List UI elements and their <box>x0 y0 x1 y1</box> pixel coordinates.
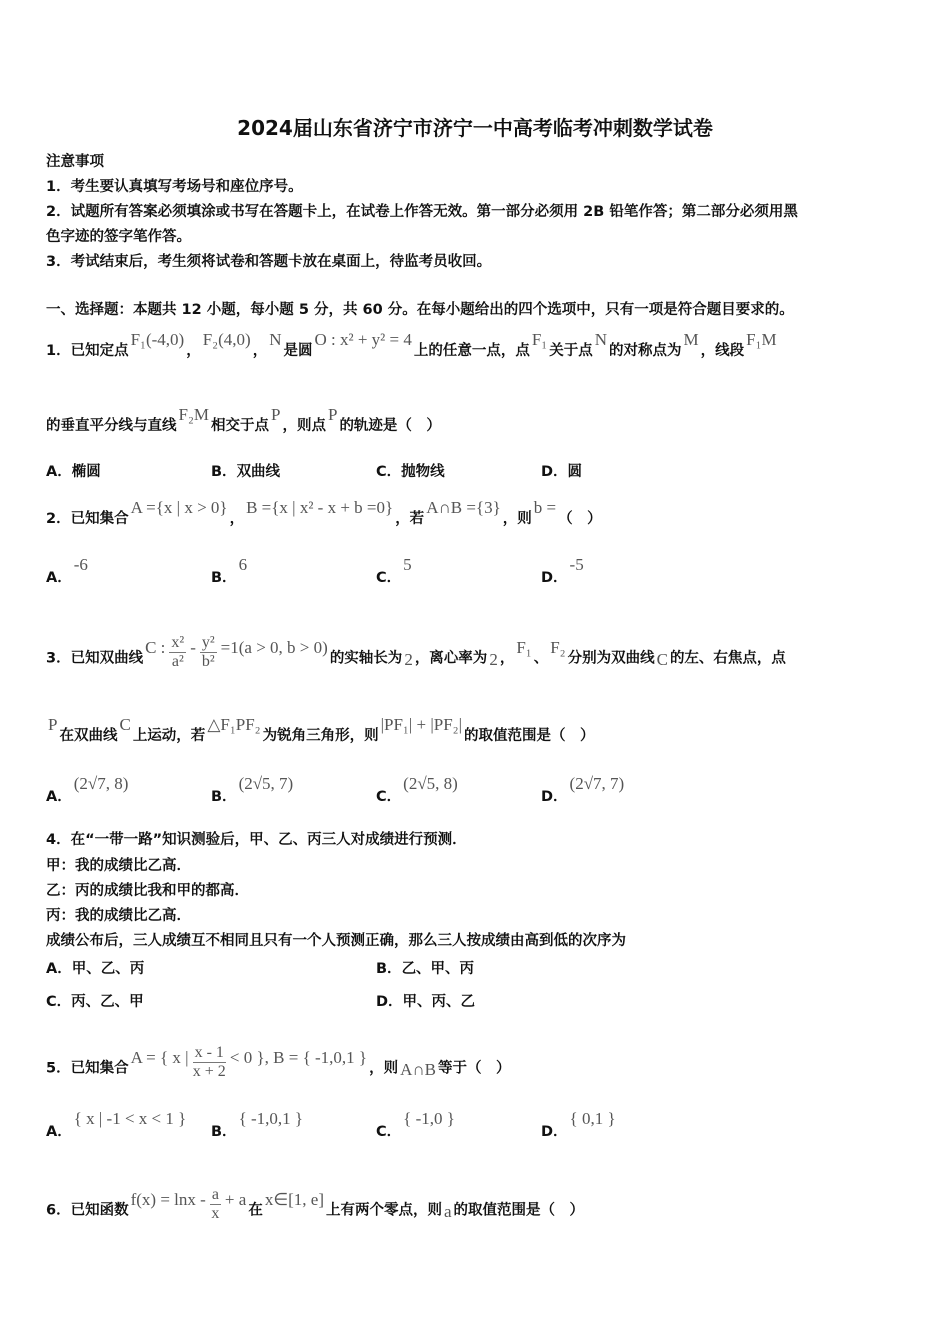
text-line <box>46 1186 585 1229</box>
text-segment: ，则 <box>369 1060 399 1077</box>
text-segment: 的垂直平分线与直线 <box>46 418 177 434</box>
text-segment: 的实轴长为 <box>329 650 403 667</box>
math-expression: A ={x | x > 0} <box>130 498 228 517</box>
math-expression: < 0 }, B = { -1,0,1 } <box>229 1047 368 1067</box>
option-label: D． <box>376 994 403 1010</box>
text-line <box>46 177 303 197</box>
text-segment: 成绩公布后，三人成绩互不相同且只有一个人预测正确，那么三人按成绩由高到低的次序为 <box>46 933 626 949</box>
text-segment: 5．已知集合 <box>46 1060 129 1077</box>
math-expression: F₂M <box>178 405 209 424</box>
text-segment: 相交于点 <box>211 418 269 434</box>
option-label: A． <box>46 789 72 805</box>
text-segment: 分别为双曲线 <box>567 650 655 667</box>
answer-option <box>376 460 445 481</box>
math-expression: |PF₁| + |PF₂| <box>380 715 462 734</box>
denominator: x <box>211 1205 220 1222</box>
option-math: { 0,1 } <box>569 1109 616 1128</box>
option-label: C． <box>376 789 402 805</box>
math-expression: F₂ <box>550 637 566 657</box>
page-title: 2024届山东省济宁市济宁一中高考临考冲刺数学试卷 <box>237 116 713 140</box>
text-line <box>46 252 491 272</box>
option-label: C． <box>376 1124 402 1140</box>
math-expression: F₁ <box>516 637 532 657</box>
math-expression: C : <box>145 637 166 657</box>
option-label: C． <box>376 464 402 480</box>
option-value: 甲、乙、丙 <box>71 961 145 977</box>
math-expression: M <box>683 330 699 349</box>
text-segment: 乙：丙的成绩比我和甲的都高． <box>46 883 249 899</box>
option-label: D． <box>541 570 568 586</box>
answer-option <box>46 957 144 978</box>
fraction <box>210 1186 221 1223</box>
text-line <box>46 300 794 320</box>
option-math: 6 <box>238 555 248 574</box>
math-expression: a <box>444 1201 452 1221</box>
option-math: { -1,0,1 } <box>238 1109 304 1128</box>
answer-option <box>46 990 144 1011</box>
text-segment: 为锐角三角形，则 <box>262 728 379 744</box>
numerator: y² <box>201 634 215 651</box>
option-value: 甲、丙、乙 <box>402 994 476 1010</box>
text-line <box>46 881 249 901</box>
text-segment: 在 <box>248 1202 263 1219</box>
text-segment: 是圆 <box>283 343 313 359</box>
text-segment: 的对称点为 <box>609 343 682 359</box>
denominator: a² <box>171 653 184 670</box>
math-expression: F₁ <box>531 330 548 349</box>
option-label: B． <box>376 961 402 977</box>
text-line <box>46 715 595 746</box>
text-segment: ，若 <box>395 511 425 527</box>
option-label: B． <box>211 789 237 805</box>
option-value: 抛物线 <box>401 464 445 480</box>
text-segment: 的轨迹是（ ） <box>339 418 441 434</box>
text-segment: 甲：我的成绩比乙高． <box>46 858 191 874</box>
answer-option <box>541 460 582 481</box>
option-math: -5 <box>569 555 584 574</box>
answer-option <box>376 774 460 806</box>
text-segment: 的取值范围是（ ） <box>463 728 595 744</box>
text-segment: 3．已知双曲线 <box>46 650 144 667</box>
option-math: (2√5, 8) <box>403 774 458 793</box>
text-segment: ， <box>186 343 201 359</box>
math-expression: f(x) = lnx - <box>130 1189 206 1209</box>
math-expression: A∩B <box>400 1059 436 1079</box>
text-line <box>46 634 786 677</box>
option-label: C． <box>46 994 72 1010</box>
option-value: 圆 <box>567 464 583 480</box>
text-segment: 上有两个零点，则 <box>326 1202 442 1219</box>
answer-option <box>376 1109 457 1141</box>
text-segment: 上的任意一点，点 <box>413 343 530 359</box>
option-label: D． <box>541 464 568 480</box>
text-segment: ， <box>229 511 245 527</box>
answer-option <box>211 555 249 587</box>
option-label: A． <box>46 1124 72 1140</box>
option-math: (2√5, 7) <box>238 774 294 793</box>
option-label: D． <box>541 1124 568 1140</box>
option-math: { x | -1 < x < 1 } <box>73 1109 187 1128</box>
answer-option <box>46 555 90 587</box>
numerator: a <box>211 1186 219 1203</box>
option-label: C． <box>376 570 402 586</box>
math-expression: F₁(-4,0) <box>130 330 185 349</box>
math-expression: =1(a > 0, b > 0) <box>220 637 328 657</box>
answer-option <box>376 555 414 587</box>
option-label: D． <box>541 789 568 805</box>
math-expression: B ={x | x² - x + b =0} <box>246 498 394 517</box>
math-expression: F₂(4,0) <box>202 330 251 349</box>
answer-option <box>211 460 280 481</box>
option-label: A． <box>46 570 72 586</box>
text-segment: 注意事项 <box>46 154 104 170</box>
option-value: 乙、甲、丙 <box>401 961 475 977</box>
denominator: x + 2 <box>192 1063 226 1080</box>
math-expression: b = <box>533 498 557 517</box>
text-line <box>46 906 191 926</box>
text-segment: 6．已知函数 <box>46 1202 129 1219</box>
denominator: b² <box>201 653 215 670</box>
text-segment: 一、选择题：本题共 12 小题，每小题 5 分，共 60 分。在每小题给出的四个选项中，只有一项是符合题目要求的。 <box>46 302 794 318</box>
text-segment: 4．在“一带一路”知识测验后，甲、乙、丙三人对成绩进行预测． <box>46 832 467 848</box>
text-line <box>46 405 441 436</box>
option-label: A． <box>46 464 72 480</box>
math-expression: 2 <box>404 649 413 669</box>
answer-option <box>46 774 130 806</box>
math-expression: - <box>190 637 196 657</box>
option-value: 椭圆 <box>71 464 101 480</box>
answer-option <box>541 555 586 587</box>
option-math: (2√7, 7) <box>569 774 625 793</box>
numerator: x² <box>171 634 185 651</box>
answer-option <box>376 990 475 1011</box>
math-expression: 2 <box>489 649 498 669</box>
answer-option <box>46 1109 188 1141</box>
text-segment: ， <box>252 343 268 359</box>
math-expression: O : x² + y² = 4 <box>314 330 412 349</box>
text-segment: ，则点 <box>282 418 326 434</box>
option-label: B． <box>211 464 237 480</box>
answer-option <box>46 460 101 481</box>
text-line <box>46 330 779 361</box>
text-segment: ， <box>499 650 515 667</box>
text-segment: 1．考生要认真填写考场号和座位序号。 <box>46 179 303 195</box>
answer-option <box>541 1109 618 1141</box>
answer-option <box>541 774 626 806</box>
math-expression: + a <box>224 1189 247 1209</box>
fraction <box>169 634 186 671</box>
text-line <box>46 152 104 172</box>
text-segment: ，离心率为 <box>414 650 488 667</box>
option-value: 双曲线 <box>236 464 281 480</box>
math-expression: △F₁PF₂ <box>207 715 261 734</box>
text-line <box>46 856 191 876</box>
math-expression: C <box>656 649 668 669</box>
text-segment: 丙：我的成绩比乙高． <box>46 908 191 924</box>
text-segment: 等于（ ） <box>437 1060 511 1077</box>
text-segment: ，则 <box>502 511 532 527</box>
answer-option <box>211 774 295 806</box>
text-segment: 、 <box>533 650 549 667</box>
math-expression: A = { x | <box>130 1047 189 1067</box>
text-segment: ，线段 <box>700 343 745 359</box>
math-expression: x∈[1, e] <box>264 1189 324 1209</box>
option-label: A． <box>46 961 72 977</box>
math-expression: P <box>48 715 58 734</box>
option-math: 5 <box>403 555 412 574</box>
option-value: 丙、乙、甲 <box>71 994 144 1010</box>
option-math: { -1,0 } <box>403 1109 455 1128</box>
numerator: x - 1 <box>194 1044 224 1061</box>
text-segment: 上运动，若 <box>132 728 206 744</box>
text-line <box>46 202 798 222</box>
text-line <box>46 498 602 529</box>
text-segment: 的取值范围是（ ） <box>453 1202 585 1219</box>
text-segment: （ ） <box>558 511 602 527</box>
math-expression: C <box>119 715 131 734</box>
fraction <box>200 634 217 671</box>
fraction <box>193 1044 226 1081</box>
option-label: B． <box>211 1124 237 1140</box>
text-segment: 色字迹的签字笔作答。 <box>46 229 191 245</box>
math-expression: P <box>327 405 338 424</box>
answer-option <box>376 957 474 978</box>
option-math: (2√7, 8) <box>73 774 129 793</box>
text-line <box>46 1044 511 1087</box>
text-segment: 1．已知定点 <box>46 343 129 359</box>
text-segment: 在双曲线 <box>59 728 118 744</box>
math-expression: F₁M <box>746 330 777 349</box>
math-expression: P <box>271 405 281 424</box>
text-segment: 2．已知集合 <box>46 511 129 527</box>
text-segment: 关于点 <box>549 343 593 359</box>
option-math: -6 <box>73 555 88 574</box>
text-segment: 3．考试结束后，考生须将试卷和答题卡放在桌面上，待监考员收回。 <box>46 254 492 270</box>
text-segment: 的左、右焦点，点 <box>669 650 786 667</box>
text-line <box>46 830 467 850</box>
text-line <box>46 227 191 247</box>
math-expression: N <box>594 330 608 349</box>
math-expression: N <box>269 330 282 349</box>
option-label: B． <box>211 570 237 586</box>
text-line <box>46 931 626 951</box>
math-expression: A∩B ={3} <box>426 498 501 517</box>
answer-option <box>211 1109 305 1141</box>
text-segment: 2．试题所有答案必须填涂或书写在答题卡上，在试卷上作答无效。第一部分必须用 2B 铅笔作答；第二部分必须用黑 <box>46 204 798 220</box>
